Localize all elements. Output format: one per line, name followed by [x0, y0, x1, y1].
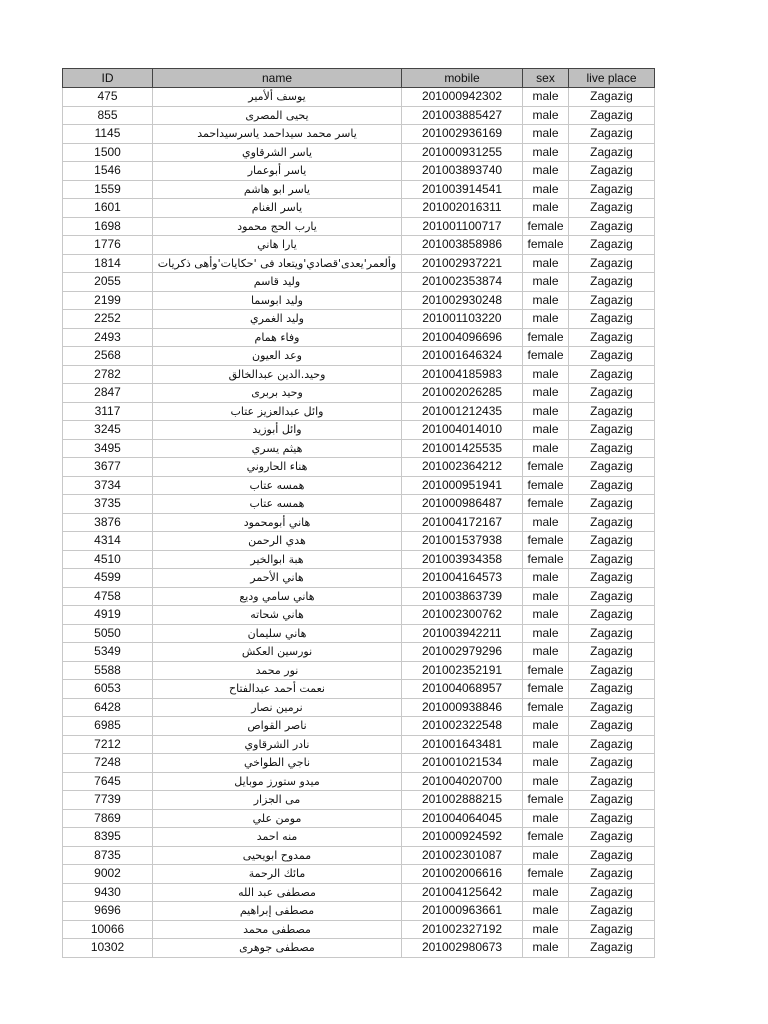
table-row	[63, 865, 655, 884]
cell-live-place: Zagazig	[569, 495, 655, 514]
cell-live-place: Zagazig	[569, 939, 655, 958]
table-row	[63, 569, 655, 588]
cell-live-place: Zagazig	[569, 717, 655, 736]
cell-id: 855	[63, 106, 153, 125]
cell-id: 2252	[63, 310, 153, 329]
cell-live-place: Zagazig	[569, 199, 655, 218]
cell-id: 7739	[63, 791, 153, 810]
cell-name: نادر الشرقاوي	[153, 735, 402, 754]
table-row	[63, 236, 655, 255]
cell-sex: female	[523, 680, 569, 699]
cell-mobile: 201002888215	[402, 791, 523, 810]
table-row	[63, 199, 655, 218]
contacts-table	[62, 68, 655, 958]
cell-name: همسه عتاب	[153, 476, 402, 495]
table-row	[63, 735, 655, 754]
cell-live-place: Zagazig	[569, 347, 655, 366]
cell-name: وائل أبوزيد	[153, 421, 402, 440]
cell-mobile: 201004125642	[402, 883, 523, 902]
cell-live-place: Zagazig	[569, 476, 655, 495]
cell-id: 7645	[63, 772, 153, 791]
cell-sex: male	[523, 162, 569, 181]
table-row	[63, 125, 655, 144]
cell-live-place: Zagazig	[569, 920, 655, 939]
cell-sex: male	[523, 273, 569, 292]
cell-name: نورسين العكش	[153, 643, 402, 662]
cell-sex: female	[523, 347, 569, 366]
cell-sex: female	[523, 865, 569, 884]
cell-name: ياسر محمد سيداحمد ياسرسيداحمد	[153, 125, 402, 144]
cell-name: هبة ابوالخير	[153, 550, 402, 569]
table-row	[63, 365, 655, 384]
cell-id: 6985	[63, 717, 153, 736]
cell-mobile: 201003934358	[402, 550, 523, 569]
header-row	[63, 69, 655, 88]
cell-name: نعمت أحمد عبدالفتاح	[153, 680, 402, 699]
cell-name: ناصر القواص	[153, 717, 402, 736]
cell-id: 1776	[63, 236, 153, 255]
cell-id: 2847	[63, 384, 153, 403]
table-row	[63, 698, 655, 717]
table-row	[63, 717, 655, 736]
table-row	[63, 532, 655, 551]
cell-sex: male	[523, 310, 569, 329]
cell-mobile: 201001100717	[402, 217, 523, 236]
cell-live-place: Zagazig	[569, 680, 655, 699]
cell-sex: female	[523, 661, 569, 680]
cell-mobile: 201001537938	[402, 532, 523, 551]
table-row	[63, 347, 655, 366]
cell-name: همسه عتاب	[153, 495, 402, 514]
cell-mobile: 201001425535	[402, 439, 523, 458]
cell-id: 4314	[63, 532, 153, 551]
cell-sex: male	[523, 920, 569, 939]
cell-sex: male	[523, 180, 569, 199]
table-row	[63, 828, 655, 847]
cell-sex: male	[523, 624, 569, 643]
cell-sex: male	[523, 88, 569, 107]
cell-name: نور محمد	[153, 661, 402, 680]
cell-id: 4510	[63, 550, 153, 569]
cell-name: هاني سامي وديع	[153, 587, 402, 606]
cell-live-place: Zagazig	[569, 661, 655, 680]
cell-live-place: Zagazig	[569, 236, 655, 255]
cell-mobile: 201002937221	[402, 254, 523, 273]
cell-mobile: 201002026285	[402, 384, 523, 403]
cell-live-place: Zagazig	[569, 902, 655, 921]
cell-mobile: 201004068957	[402, 680, 523, 699]
cell-mobile: 201000924592	[402, 828, 523, 847]
cell-mobile: 201002364212	[402, 458, 523, 477]
table-row	[63, 902, 655, 921]
cell-live-place: Zagazig	[569, 88, 655, 107]
cell-sex: male	[523, 569, 569, 588]
cell-name: ياسر الغنام	[153, 199, 402, 218]
header-id: ID	[63, 69, 153, 88]
cell-mobile: 201004020700	[402, 772, 523, 791]
cell-id: 3677	[63, 458, 153, 477]
cell-name: وفاء همام	[153, 328, 402, 347]
table-row	[63, 680, 655, 699]
cell-id: 2493	[63, 328, 153, 347]
cell-mobile: 201002353874	[402, 273, 523, 292]
cell-id: 7869	[63, 809, 153, 828]
cell-live-place: Zagazig	[569, 365, 655, 384]
cell-mobile: 201002322548	[402, 717, 523, 736]
cell-name: مى الجزار	[153, 791, 402, 810]
cell-sex: female	[523, 532, 569, 551]
cell-sex: male	[523, 106, 569, 125]
table-row	[63, 439, 655, 458]
cell-live-place: Zagazig	[569, 310, 655, 329]
table-row	[63, 476, 655, 495]
cell-mobile: 201000951941	[402, 476, 523, 495]
cell-name: يارب الحج محمود	[153, 217, 402, 236]
cell-mobile: 201000942302	[402, 88, 523, 107]
table-row	[63, 458, 655, 477]
cell-name: ياسر ابو هاشم	[153, 180, 402, 199]
cell-id: 1698	[63, 217, 153, 236]
cell-mobile: 201000963661	[402, 902, 523, 921]
cell-id: 475	[63, 88, 153, 107]
cell-id: 9696	[63, 902, 153, 921]
cell-live-place: Zagazig	[569, 587, 655, 606]
cell-mobile: 201000986487	[402, 495, 523, 514]
cell-sex: female	[523, 476, 569, 495]
table-row	[63, 606, 655, 625]
table-row	[63, 624, 655, 643]
cell-id: 5349	[63, 643, 153, 662]
cell-sex: male	[523, 772, 569, 791]
cell-name: يحيى المصرى	[153, 106, 402, 125]
cell-id: 10066	[63, 920, 153, 939]
cell-name: ياسر الشرقاوي	[153, 143, 402, 162]
cell-name: وألعمر'يعدى'قصادي'ويتعاد فى 'حكايات'وأهى ذكريات	[153, 254, 402, 273]
cell-sex: male	[523, 587, 569, 606]
cell-name: مصطفى إبراهيم	[153, 902, 402, 921]
table-row	[63, 273, 655, 292]
cell-live-place: Zagazig	[569, 624, 655, 643]
cell-name: وليد قاسم	[153, 273, 402, 292]
cell-sex: male	[523, 735, 569, 754]
cell-sex: male	[523, 754, 569, 773]
cell-name: هناء الحاروني	[153, 458, 402, 477]
cell-live-place: Zagazig	[569, 883, 655, 902]
cell-live-place: Zagazig	[569, 643, 655, 662]
cell-sex: male	[523, 846, 569, 865]
cell-id: 2568	[63, 347, 153, 366]
cell-live-place: Zagazig	[569, 828, 655, 847]
table-row	[63, 180, 655, 199]
cell-sex: male	[523, 606, 569, 625]
table-row	[63, 643, 655, 662]
table-row	[63, 254, 655, 273]
cell-mobile: 201003885427	[402, 106, 523, 125]
cell-mobile: 201003858986	[402, 236, 523, 255]
cell-name: هاني الأحمر	[153, 569, 402, 588]
cell-live-place: Zagazig	[569, 569, 655, 588]
cell-mobile: 201002936169	[402, 125, 523, 144]
cell-name: هاني سليمان	[153, 624, 402, 643]
cell-live-place: Zagazig	[569, 846, 655, 865]
cell-sex: female	[523, 698, 569, 717]
cell-name: مصطفى جوهرى	[153, 939, 402, 958]
cell-mobile: 201004185983	[402, 365, 523, 384]
cell-live-place: Zagazig	[569, 791, 655, 810]
cell-id: 3495	[63, 439, 153, 458]
header-name: name	[153, 69, 402, 88]
cell-name: وليد ابوسما	[153, 291, 402, 310]
cell-id: 2782	[63, 365, 153, 384]
table-row	[63, 310, 655, 329]
table-row	[63, 162, 655, 181]
cell-mobile: 201003863739	[402, 587, 523, 606]
cell-live-place: Zagazig	[569, 698, 655, 717]
cell-name: نرمين نصار	[153, 698, 402, 717]
cell-mobile: 201004064045	[402, 809, 523, 828]
cell-id: 3734	[63, 476, 153, 495]
cell-id: 1601	[63, 199, 153, 218]
cell-live-place: Zagazig	[569, 162, 655, 181]
cell-sex: male	[523, 809, 569, 828]
cell-id: 3735	[63, 495, 153, 514]
header-live-place: live place	[569, 69, 655, 88]
cell-id: 1814	[63, 254, 153, 273]
cell-live-place: Zagazig	[569, 606, 655, 625]
cell-sex: male	[523, 439, 569, 458]
cell-mobile: 201000938846	[402, 698, 523, 717]
table-row	[63, 846, 655, 865]
cell-id: 5588	[63, 661, 153, 680]
cell-name: ياسر أبوعمار	[153, 162, 402, 181]
cell-sex: male	[523, 125, 569, 144]
table-row	[63, 421, 655, 440]
cell-id: 4758	[63, 587, 153, 606]
table-row	[63, 550, 655, 569]
table-row	[63, 939, 655, 958]
cell-name: مصطفى عبد الله	[153, 883, 402, 902]
cell-id: 9002	[63, 865, 153, 884]
cell-name: وعد العيون	[153, 347, 402, 366]
cell-sex: male	[523, 384, 569, 403]
cell-id: 1500	[63, 143, 153, 162]
cell-live-place: Zagazig	[569, 754, 655, 773]
cell-live-place: Zagazig	[569, 421, 655, 440]
cell-name: وائل عبدالعزيز عتاب	[153, 402, 402, 421]
cell-live-place: Zagazig	[569, 180, 655, 199]
table-row	[63, 402, 655, 421]
cell-sex: male	[523, 883, 569, 902]
cell-mobile: 201001643481	[402, 735, 523, 754]
cell-mobile: 201003914541	[402, 180, 523, 199]
cell-live-place: Zagazig	[569, 865, 655, 884]
cell-name: منه احمد	[153, 828, 402, 847]
table-row	[63, 328, 655, 347]
cell-mobile: 201002327192	[402, 920, 523, 939]
cell-id: 3117	[63, 402, 153, 421]
cell-sex: male	[523, 939, 569, 958]
cell-mobile: 201002930248	[402, 291, 523, 310]
header-mobile: mobile	[402, 69, 523, 88]
table-row	[63, 88, 655, 107]
cell-name: هاني أبومحمود	[153, 513, 402, 532]
cell-sex: female	[523, 328, 569, 347]
cell-id: 3876	[63, 513, 153, 532]
cell-name: وليد الغمري	[153, 310, 402, 329]
cell-sex: male	[523, 402, 569, 421]
cell-sex: female	[523, 495, 569, 514]
cell-live-place: Zagazig	[569, 532, 655, 551]
cell-sex: female	[523, 828, 569, 847]
cell-live-place: Zagazig	[569, 513, 655, 532]
cell-mobile: 201004172167	[402, 513, 523, 532]
cell-live-place: Zagazig	[569, 273, 655, 292]
cell-sex: male	[523, 717, 569, 736]
cell-mobile: 201002016311	[402, 199, 523, 218]
cell-live-place: Zagazig	[569, 384, 655, 403]
cell-id: 2055	[63, 273, 153, 292]
cell-mobile: 201004014010	[402, 421, 523, 440]
cell-sex: male	[523, 365, 569, 384]
cell-mobile: 201001646324	[402, 347, 523, 366]
cell-sex: male	[523, 291, 569, 310]
cell-sex: female	[523, 236, 569, 255]
cell-id: 10302	[63, 939, 153, 958]
cell-id: 7212	[63, 735, 153, 754]
table-row	[63, 920, 655, 939]
cell-id: 6053	[63, 680, 153, 699]
cell-sex: male	[523, 902, 569, 921]
cell-name: يارا هاني	[153, 236, 402, 255]
cell-sex: female	[523, 550, 569, 569]
cell-name: ميدو ستورز موبايل	[153, 772, 402, 791]
table-row	[63, 217, 655, 236]
cell-mobile: 201002300762	[402, 606, 523, 625]
cell-mobile: 201002301087	[402, 846, 523, 865]
cell-mobile: 201001103220	[402, 310, 523, 329]
cell-sex: male	[523, 513, 569, 532]
table-row	[63, 384, 655, 403]
cell-name: ناجي الطواخي	[153, 754, 402, 773]
table-row	[63, 772, 655, 791]
cell-live-place: Zagazig	[569, 550, 655, 569]
cell-name: هاني شحاته	[153, 606, 402, 625]
cell-id: 1559	[63, 180, 153, 199]
cell-name: ممدوح ابويحيى	[153, 846, 402, 865]
table-row	[63, 754, 655, 773]
cell-name: وحيد بربرى	[153, 384, 402, 403]
table-row	[63, 495, 655, 514]
cell-sex: male	[523, 421, 569, 440]
table-row	[63, 791, 655, 810]
cell-name: مائك الرحمة	[153, 865, 402, 884]
cell-sex: male	[523, 254, 569, 273]
cell-live-place: Zagazig	[569, 735, 655, 754]
cell-name: مصطفى محمد	[153, 920, 402, 939]
cell-id: 4919	[63, 606, 153, 625]
cell-sex: male	[523, 643, 569, 662]
cell-name: هدي الرحمن	[153, 532, 402, 551]
cell-sex: female	[523, 791, 569, 810]
cell-live-place: Zagazig	[569, 143, 655, 162]
cell-mobile: 201002352191	[402, 661, 523, 680]
table-row	[63, 661, 655, 680]
table-row	[63, 587, 655, 606]
cell-mobile: 201001212435	[402, 402, 523, 421]
cell-id: 2199	[63, 291, 153, 310]
cell-live-place: Zagazig	[569, 809, 655, 828]
cell-mobile: 201000931255	[402, 143, 523, 162]
cell-id: 1546	[63, 162, 153, 181]
cell-live-place: Zagazig	[569, 328, 655, 347]
cell-sex: male	[523, 143, 569, 162]
cell-live-place: Zagazig	[569, 772, 655, 791]
cell-id: 8395	[63, 828, 153, 847]
table-row	[63, 106, 655, 125]
cell-mobile: 201001021534	[402, 754, 523, 773]
cell-name: وحيد.الدين عبدالخالق	[153, 365, 402, 384]
cell-live-place: Zagazig	[569, 291, 655, 310]
cell-live-place: Zagazig	[569, 402, 655, 421]
cell-mobile: 201004164573	[402, 569, 523, 588]
cell-id: 8735	[63, 846, 153, 865]
cell-id: 6428	[63, 698, 153, 717]
cell-id: 7248	[63, 754, 153, 773]
cell-name: يوسف ألأمير	[153, 88, 402, 107]
cell-mobile: 201002979296	[402, 643, 523, 662]
cell-name: مومن علي	[153, 809, 402, 828]
cell-id: 4599	[63, 569, 153, 588]
cell-id: 1145	[63, 125, 153, 144]
cell-id: 5050	[63, 624, 153, 643]
table-row	[63, 809, 655, 828]
table-row	[63, 143, 655, 162]
cell-live-place: Zagazig	[569, 439, 655, 458]
table-row	[63, 291, 655, 310]
cell-live-place: Zagazig	[569, 217, 655, 236]
cell-live-place: Zagazig	[569, 125, 655, 144]
table-row	[63, 883, 655, 902]
cell-sex: female	[523, 217, 569, 236]
cell-live-place: Zagazig	[569, 254, 655, 273]
cell-id: 3245	[63, 421, 153, 440]
cell-mobile: 201003942211	[402, 624, 523, 643]
cell-id: 9430	[63, 883, 153, 902]
cell-mobile: 201004096696	[402, 328, 523, 347]
cell-mobile: 201003893740	[402, 162, 523, 181]
cell-live-place: Zagazig	[569, 106, 655, 125]
cell-mobile: 201002980673	[402, 939, 523, 958]
cell-mobile: 201002006616	[402, 865, 523, 884]
cell-sex: male	[523, 199, 569, 218]
table-row	[63, 513, 655, 532]
cell-live-place: Zagazig	[569, 458, 655, 477]
header-sex: sex	[523, 69, 569, 88]
cell-name: هيثم يسري	[153, 439, 402, 458]
cell-sex: female	[523, 458, 569, 477]
